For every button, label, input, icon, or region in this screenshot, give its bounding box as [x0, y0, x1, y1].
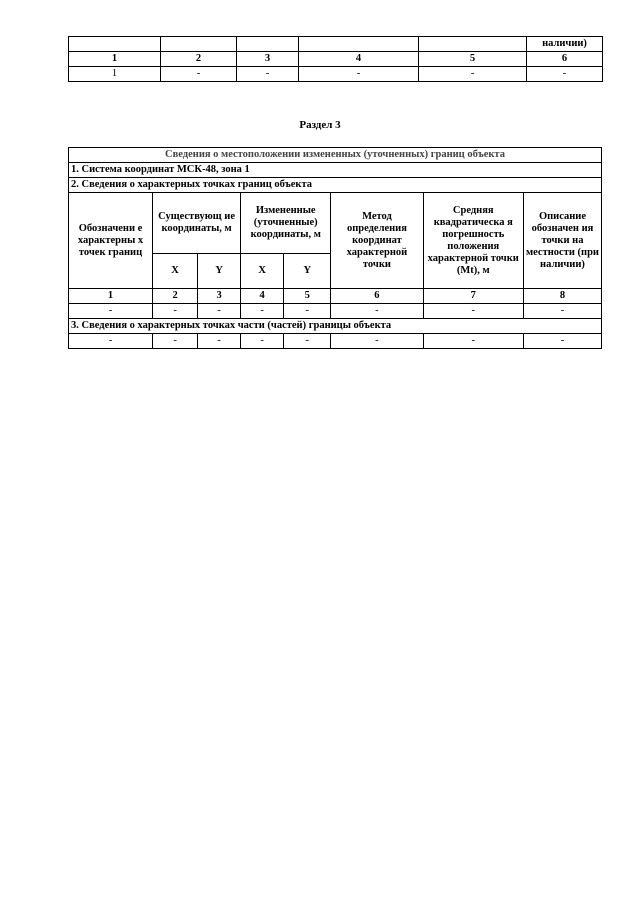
- table-row: [69, 334, 602, 349]
- cell: -: [69, 304, 153, 319]
- top-cell: -: [527, 67, 603, 82]
- top-cell: 1: [69, 67, 161, 82]
- points-heading: 2. Сведения о характерных точках границ объекта: [69, 178, 602, 193]
- top-num-cell: 3: [237, 52, 299, 67]
- top-cell: -: [299, 67, 419, 82]
- top-num-cell: 1: [69, 52, 161, 67]
- cell: -: [198, 334, 241, 349]
- header-x-existing: X: [153, 254, 198, 289]
- num-cell: 1: [69, 289, 153, 304]
- table-row: [69, 304, 602, 319]
- top-num-cell: 5: [419, 52, 527, 67]
- header-error: Средняя квадратическа я погрешность положения характерной точки (Mt), м: [423, 193, 523, 289]
- header-method: Метод определения координат характерной точки: [331, 193, 423, 289]
- top-num-cell: 4: [299, 52, 419, 67]
- top-cell: -: [419, 67, 527, 82]
- top-table-header-row: [69, 37, 603, 52]
- cell: -: [523, 334, 601, 349]
- num-cell: 8: [523, 289, 601, 304]
- cell: -: [284, 334, 331, 349]
- num-cell: 5: [284, 289, 331, 304]
- header-designation: Обозначени е характерны х точек границ: [69, 193, 153, 289]
- cell: -: [331, 304, 423, 319]
- top-cell: -: [161, 67, 237, 82]
- main-table: [68, 147, 602, 349]
- section-title: Раздел 3: [299, 119, 341, 131]
- cell: -: [198, 304, 241, 319]
- table-row: [69, 67, 603, 82]
- num-cell: 7: [423, 289, 523, 304]
- top-table: [68, 36, 603, 82]
- header-y-changed: Y: [284, 254, 331, 289]
- coord-system: 1. Система координат МСК-48, зона 1: [69, 163, 602, 178]
- cell: -: [241, 304, 284, 319]
- header-changed: Измененные (уточненные) координаты, м: [241, 193, 331, 254]
- main-table-title: Сведения о местоположении измененных (уточненных) границ объекта: [69, 148, 602, 163]
- top-num-cell: 2: [161, 52, 237, 67]
- cell: -: [153, 304, 198, 319]
- cell: -: [241, 334, 284, 349]
- number-row: [69, 289, 602, 304]
- header-description: Описание обозначен ия точки на местности (при наличии): [523, 193, 601, 289]
- top-cell: -: [237, 67, 299, 82]
- cell: -: [69, 334, 153, 349]
- parts-heading: 3. Сведения о характерных точках части (частей) границы объекта: [69, 319, 602, 334]
- top-table-number-row: [69, 52, 603, 67]
- cell: -: [331, 334, 423, 349]
- cell: -: [153, 334, 198, 349]
- cell: -: [423, 304, 523, 319]
- num-cell: 3: [198, 289, 241, 304]
- header-existing: Существующ ие координаты, м: [153, 193, 241, 254]
- header-x-changed: X: [241, 254, 284, 289]
- cell: -: [523, 304, 601, 319]
- header-y-existing: Y: [198, 254, 241, 289]
- num-cell: 6: [331, 289, 423, 304]
- top-header-tail: наличии): [527, 37, 603, 52]
- cell: -: [284, 304, 331, 319]
- num-cell: 2: [153, 289, 198, 304]
- num-cell: 4: [241, 289, 284, 304]
- cell: -: [423, 334, 523, 349]
- top-num-cell: 6: [527, 52, 603, 67]
